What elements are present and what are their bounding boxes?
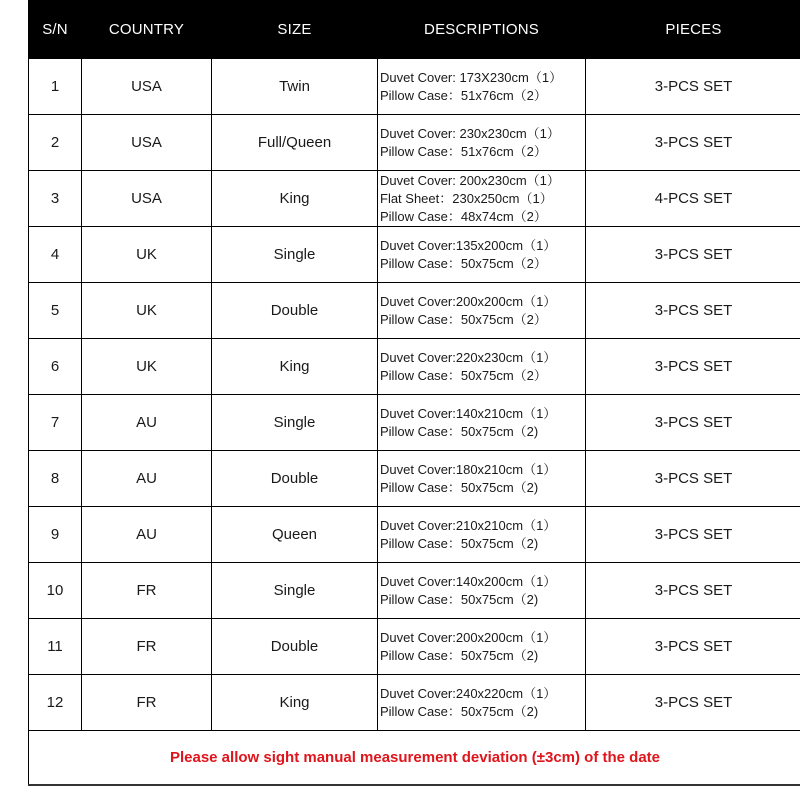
description-line: Pillow Case：50x75cm（2) xyxy=(380,535,539,551)
cell-description xyxy=(378,59,586,115)
header-row xyxy=(29,1,800,59)
cell-description xyxy=(378,339,586,395)
cell-size: Double xyxy=(212,619,378,675)
description-line: Pillow Case：50x75cm（2) xyxy=(380,591,539,607)
cell-sn: 1 xyxy=(29,59,82,115)
cell-description xyxy=(378,115,586,171)
description-line: Duvet Cover:140x210cm（1） xyxy=(380,405,557,421)
description-line: Duvet Cover:220x230cm（1） xyxy=(380,349,557,365)
cell-country: USA xyxy=(82,115,212,171)
cell-pieces: 3-PCS SET xyxy=(586,619,800,675)
cell-description xyxy=(378,507,586,563)
note-row xyxy=(29,731,800,786)
size-chart-table xyxy=(28,0,800,786)
table-body xyxy=(29,59,800,786)
cell-size: Queen xyxy=(212,507,378,563)
cell-sn: 6 xyxy=(29,339,82,395)
table-row xyxy=(29,395,800,451)
cell-sn: 9 xyxy=(29,507,82,563)
description-line: Duvet Cover:200x200cm（1） xyxy=(380,293,557,309)
cell-description xyxy=(378,619,586,675)
cell-sn: 2 xyxy=(29,115,82,171)
note-cell xyxy=(29,731,800,786)
cell-pieces: 3-PCS SET xyxy=(586,563,800,619)
table-row xyxy=(29,563,800,619)
description-line: Pillow Case：50x75cm（2) xyxy=(380,703,539,719)
cell-country: UK xyxy=(82,283,212,339)
cell-country: UK xyxy=(82,227,212,283)
table-row xyxy=(29,283,800,339)
header-size: SIZE xyxy=(212,1,378,59)
description-line: Pillow Case：50x75cm（2) xyxy=(380,479,539,495)
table-row xyxy=(29,171,800,227)
description-line: Duvet Cover:200x200cm（1） xyxy=(380,629,557,645)
description-line: Duvet Cover:140x200cm（1） xyxy=(380,573,557,589)
description-line: Duvet Cover: 173X230cm（1） xyxy=(380,69,563,85)
description-line: Duvet Cover:210x210cm（1） xyxy=(380,517,557,533)
cell-size: Double xyxy=(212,283,378,339)
description-line: Pillow Case：48x74cm（2） xyxy=(380,208,547,224)
description-line: Pillow Case：50x75cm（2） xyxy=(380,367,547,383)
cell-sn: 3 xyxy=(29,171,82,227)
cell-description xyxy=(378,395,586,451)
description-line: Pillow Case：50x75cm（2) xyxy=(380,423,539,439)
table-row xyxy=(29,451,800,507)
cell-pieces: 3-PCS SET xyxy=(586,283,800,339)
description-line: Pillow Case：50x75cm（2） xyxy=(380,311,547,327)
description-line: Flat Sheet：230x250cm（1） xyxy=(380,190,553,206)
cell-pieces: 4-PCS SET xyxy=(586,171,800,227)
cell-country: AU xyxy=(82,451,212,507)
cell-size: King xyxy=(212,675,378,731)
cell-country: FR xyxy=(82,563,212,619)
description-line: Duvet Cover:180x210cm（1） xyxy=(380,461,557,477)
description-line: Pillow Case：50x75cm（2) xyxy=(380,647,539,663)
cell-country: UK xyxy=(82,339,212,395)
cell-description xyxy=(378,227,586,283)
cell-pieces: 3-PCS SET xyxy=(586,395,800,451)
cell-description xyxy=(378,451,586,507)
table-row xyxy=(29,507,800,563)
cell-pieces: 3-PCS SET xyxy=(586,115,800,171)
cell-size: Single xyxy=(212,227,378,283)
measurement-note: Please allow sight manual measurement deviation (±3cm) of the date xyxy=(169,749,661,766)
cell-country: AU xyxy=(82,507,212,563)
cell-description xyxy=(378,675,586,731)
cell-size: Single xyxy=(212,395,378,451)
header-sn: S/N xyxy=(29,1,82,59)
description-line: Duvet Cover: 200x230cm（1） xyxy=(380,172,560,188)
description-line: Pillow Case：50x75cm（2） xyxy=(380,255,547,271)
cell-description xyxy=(378,171,586,227)
cell-pieces: 3-PCS SET xyxy=(586,339,800,395)
cell-size: Twin xyxy=(212,59,378,115)
cell-country: USA xyxy=(82,171,212,227)
cell-sn: 12 xyxy=(29,675,82,731)
cell-description xyxy=(378,283,586,339)
header-country: COUNTRY xyxy=(82,1,212,59)
table-row xyxy=(29,227,800,283)
table-row xyxy=(29,619,800,675)
description-line: Duvet Cover:135x200cm（1） xyxy=(380,237,557,253)
cell-size: King xyxy=(212,171,378,227)
table-row xyxy=(29,339,800,395)
cell-pieces: 3-PCS SET xyxy=(586,451,800,507)
cell-description xyxy=(378,563,586,619)
table-row xyxy=(29,675,800,731)
cell-size: Single xyxy=(212,563,378,619)
cell-pieces: 3-PCS SET xyxy=(586,227,800,283)
cell-size: Double xyxy=(212,451,378,507)
cell-size: Full/Queen xyxy=(212,115,378,171)
header-descriptions: DESCRIPTIONS xyxy=(378,1,586,59)
header-pieces: PIECES xyxy=(586,1,800,59)
table-row xyxy=(29,59,800,115)
description-line: Pillow Case：51x76cm（2） xyxy=(380,143,547,159)
description-line: Pillow Case：51x76cm（2） xyxy=(380,87,547,103)
cell-sn: 11 xyxy=(29,619,82,675)
table-row xyxy=(29,115,800,171)
description-line: Duvet Cover: 230x230cm（1） xyxy=(380,125,560,141)
cell-sn: 8 xyxy=(29,451,82,507)
cell-country: FR xyxy=(82,619,212,675)
cell-country: AU xyxy=(82,395,212,451)
cell-country: FR xyxy=(82,675,212,731)
cell-sn: 10 xyxy=(29,563,82,619)
cell-size: King xyxy=(212,339,378,395)
cell-country: USA xyxy=(82,59,212,115)
cell-pieces: 3-PCS SET xyxy=(586,675,800,731)
cell-pieces: 3-PCS SET xyxy=(586,59,800,115)
cell-pieces: 3-PCS SET xyxy=(586,507,800,563)
cell-sn: 4 xyxy=(29,227,82,283)
cell-sn: 5 xyxy=(29,283,82,339)
cell-sn: 7 xyxy=(29,395,82,451)
description-line: Duvet Cover:240x220cm（1） xyxy=(380,685,557,701)
